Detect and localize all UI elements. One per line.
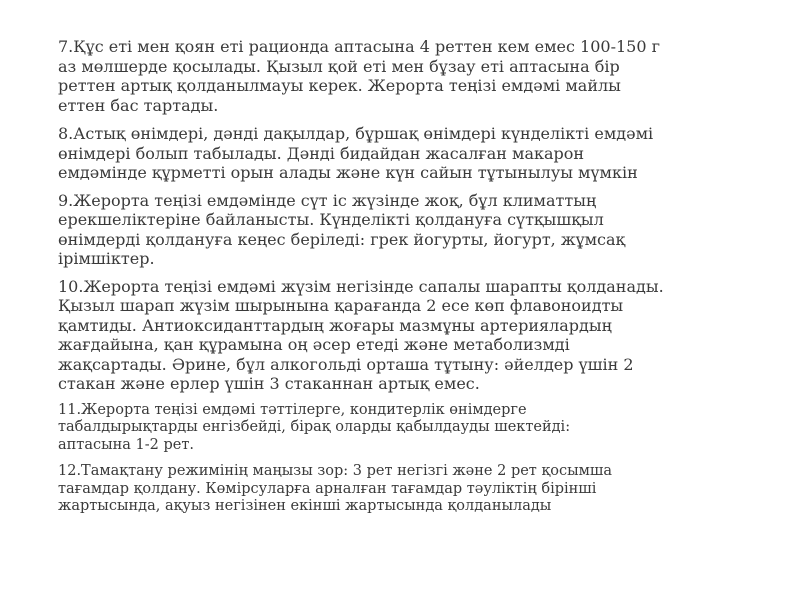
list-item-10-line: Қызыл шарап жүзім шырынына қарағанда 2 есе көп флавоноидты <box>58 296 624 315</box>
list-item-8 <box>58 124 758 183</box>
list-item-8-line: емдәмінде құрметті орын алады және күн сайын тұтынылуы мүмкін <box>58 163 638 182</box>
list-item-7-line: реттен артық қолданылмауы керек. Жерорта теңізі емдәмі майлы <box>58 76 621 95</box>
list-item-12-line: жартысында, ақуыз негізінен екінші жартысында қолданылады <box>58 498 552 514</box>
list-item-9-line: ерекшеліктеріне байланысты. Күнделікті қолдануға сүтқышқыл <box>58 210 604 229</box>
list-item-10-line: жағдайына, қан құрамына оң әсер етеді және метаболизмді <box>58 335 570 354</box>
list-item-9-line: өнімдерді қолдануға кеңес беріледі: грек йогурты, йогурт, жұмсақ <box>58 229 626 249</box>
list-item-10-line: 10.Жерорта теңізі емдәмі жүзім негізінде сапалы шарапты қолданады. <box>58 276 664 296</box>
list-item-8-line: өнімдері болып табылады. Дәнді бидайдан жасалған макарон <box>58 143 585 163</box>
list-item-7-line: 7.Құс еті мен қоян еті рационда аптасына 4 реттен кем емес 100-150 г <box>58 37 660 56</box>
list-item-7-line: еттен бас тартады. <box>58 95 219 115</box>
list-item-9-line: ірімшіктер. <box>58 249 155 268</box>
list-item-10-line: қамтиды. Антиоксиданттардың жоғары мазмұны артериялардың <box>58 315 612 335</box>
list-item-7 <box>58 37 758 115</box>
list-item-9-line: 9.Жерорта теңізі емдәмінде сүт іс жүзінде жоқ, бұл климаттың <box>58 190 597 210</box>
list-item-8-line: 8.Астық өнімдері, дәнді дақылдар, бұршақ өнімдері күнделікті емдәмі <box>58 124 654 143</box>
list-item-10 <box>58 277 758 394</box>
list-item-12-line: 12.Тамақтану режимінің маңызы зор: 3 рет негізгі және 2 рет қосымша <box>58 463 613 479</box>
list-item-10-line: жақсартады. Әрине, бұл алкогольді орташа тұтыну: әйелдер үшін 2 <box>58 354 634 374</box>
list-item-11-line: 11.Жерорта теңізі емдәмі тәттілерге, кондитерлік өнімдерге <box>58 401 527 418</box>
list-item-10-line: стакан және ерлер үшін 3 стаканнан артық емес. <box>58 374 480 393</box>
list-item-9 <box>58 191 758 269</box>
slide-body <box>58 37 758 523</box>
list-item-7-line: аз мөлшерде қосылады. Қызыл қой еті мен бұзау еті аптасына бір <box>58 56 620 76</box>
list-item-11-line: аптасына 1-2 рет. <box>58 436 195 453</box>
list-item-12-line: тағамдар қолдану. Көмірсуларға арналған тағамдар тәуліктің бірінші <box>58 480 597 497</box>
list-item-11-line: табалдырықтарды енгізбейді, бірақ оларды қабылдауды шектейді: <box>58 419 571 435</box>
list-item-11 <box>58 402 758 455</box>
list-item-12 <box>58 463 758 516</box>
